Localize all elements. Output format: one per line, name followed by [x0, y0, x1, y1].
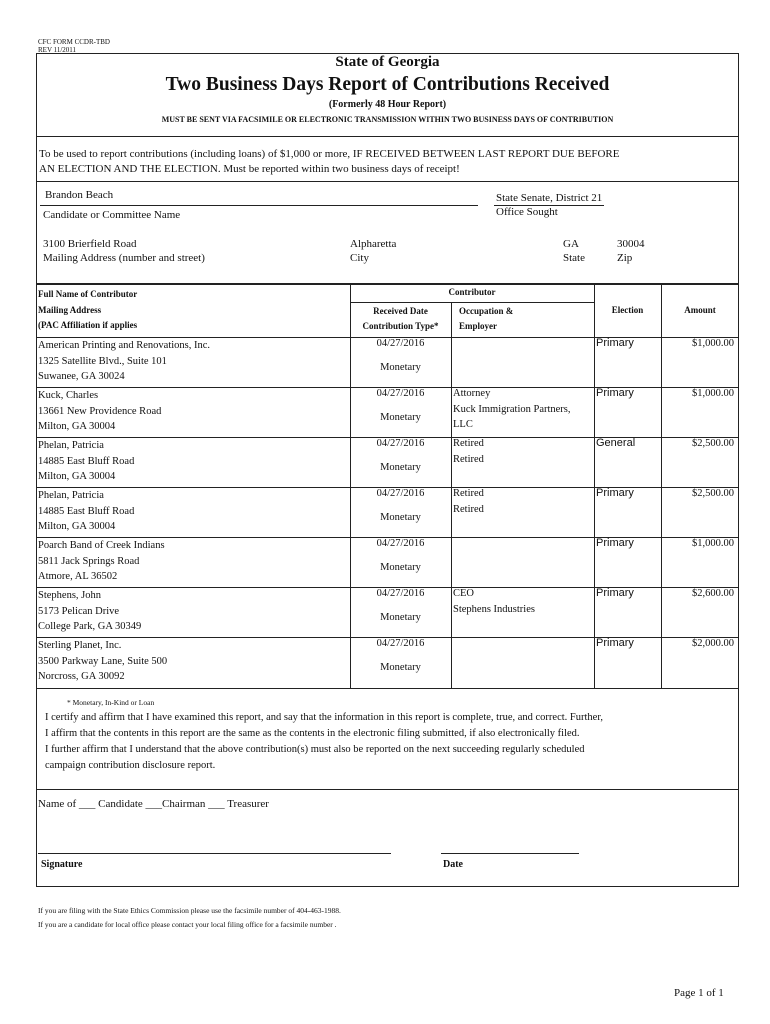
contribution-type: Monetary: [380, 662, 421, 673]
certify-line-1: I certify and affirm that I have examined this report, and say that the information in this report is complete, true, and correct. Further,: [45, 712, 604, 723]
contributor-info: [38, 388, 348, 435]
occupation: Retired: [453, 438, 484, 449]
fax-note-local: If you are a candidate for local office please contact your local filing office for a facsimile number .: [38, 920, 337, 929]
received-date: 04/27/2016: [376, 488, 425, 499]
contributor-city: Atmore, AL 36502: [38, 571, 118, 582]
election: Primary: [596, 587, 634, 599]
occupation: Retired: [453, 488, 484, 499]
signature-label: Signature: [41, 859, 83, 870]
signature-line: [38, 853, 391, 854]
zip-label: Zip: [617, 252, 633, 264]
header-contributor: Contributor: [448, 287, 496, 297]
contributor-city: Milton, GA 30004: [38, 471, 116, 482]
state-title: State of Georgia: [335, 54, 440, 70]
contributor-name: Stephens, John: [38, 590, 101, 601]
footnote: * Monetary, In-Kind or Loan: [67, 698, 155, 707]
election: General: [596, 437, 636, 449]
contributor-city: College Park, GA 30349: [38, 621, 142, 632]
occupation-employer: [453, 486, 593, 517]
contributor-address: 14885 East Bluff Road: [38, 505, 135, 517]
contributor-address: 1325 Satellite Blvd., Suite 101: [38, 355, 167, 367]
contributor-info: [38, 638, 348, 685]
election: Primary: [596, 387, 634, 399]
occupation-employer: [453, 436, 593, 467]
instructions-line-2: AN ELECTION AND THE ELECTION. Must be reported within two business days of receipt!: [39, 163, 460, 175]
received-date: 04/27/2016: [376, 538, 425, 549]
received-date: 04/27/2016: [376, 388, 425, 399]
occupation-employer: [453, 586, 593, 617]
signer-role-line: Name of ___ Candidate ___Chairman ___ Treasurer: [38, 798, 269, 810]
contributor-name: Phelan, Patricia: [38, 490, 104, 501]
date-line: [441, 853, 579, 854]
city-label: City: [350, 252, 369, 264]
contribution-type: Monetary: [380, 562, 421, 573]
header-contribution-type: Contribution Type*: [362, 321, 439, 331]
contributor-city: Milton, GA 30004: [38, 421, 116, 432]
header-election: Election: [611, 305, 644, 315]
certification-text: [45, 710, 735, 774]
state-label: State: [563, 252, 585, 264]
election: Primary: [596, 637, 634, 649]
header-occupation: Occupation &: [459, 306, 514, 316]
contributor-name: Kuck, Charles: [38, 390, 99, 401]
page-number: Page 1 of 1: [674, 987, 724, 999]
contributor-address: 5173 Pelican Drive: [38, 605, 120, 617]
amount: $1,000.00: [692, 388, 734, 399]
contribution-type: Monetary: [380, 612, 421, 623]
certify-line-3: I further affirm that I understand that the above contribution(s) must also be reported on the next succeeding regularly scheduled: [45, 744, 585, 755]
contributor-city: Milton, GA 30004: [38, 521, 116, 532]
form-id: CFC FORM CCDR-TBD: [38, 38, 110, 46]
form-title: Two Business Days Report of Contributions Received: [165, 74, 610, 95]
header-mailing-address: Mailing Address: [38, 305, 102, 315]
contributor-name: Sterling Planet, Inc.: [38, 640, 122, 651]
contributor-info: [38, 588, 348, 635]
contribution-type: Monetary: [380, 462, 421, 473]
contributor-name: Phelan, Patricia: [38, 440, 104, 451]
certify-line-2: I affirm that the contents in this report are the same as the contents in the electronic filing submitted, if also electronically filed.: [45, 728, 580, 739]
header-full-name: Full Name of Contributor: [38, 289, 138, 299]
contributor-address: 14885 East Bluff Road: [38, 455, 135, 467]
certify-line-4: campaign contribution disclosure report.: [45, 760, 216, 771]
amount: $2,500.00: [692, 488, 734, 499]
occupation: Attorney: [453, 388, 491, 399]
contribution-type: Monetary: [380, 412, 421, 423]
contributor-city: Norcross, GA 30092: [38, 671, 125, 682]
employer: Stephens Industries: [453, 603, 535, 615]
election: Primary: [596, 537, 634, 549]
candidate-name-value: Brandon Beach: [45, 189, 114, 201]
contributor-city: Suwanee, GA 30024: [38, 371, 125, 382]
employer: Retired: [453, 453, 484, 465]
contribution-type: Monetary: [380, 512, 421, 523]
occupation: CEO: [453, 588, 474, 599]
header-employer: Employer: [459, 321, 497, 331]
candidate-name-label: Candidate or Committee Name: [43, 209, 181, 221]
form-subtitle: (Formerly 48 Hour Report): [328, 99, 447, 110]
address-label: Mailing Address (number and street): [43, 252, 205, 264]
header-received-date: Received Date: [373, 306, 428, 316]
zip-value: 30004: [617, 238, 645, 250]
candidate-box: [36, 181, 739, 284]
office-label: Office Sought: [496, 206, 558, 218]
received-date: 04/27/2016: [376, 588, 425, 599]
received-date: 04/27/2016: [376, 338, 425, 349]
contributor-info: [38, 488, 348, 535]
transmission-notice: MUST BE SENT VIA FACSIMILE OR ELECTRONIC TRANSMISSION WITHIN TWO BUSINESS DAYS OF CONTRIBUTION: [161, 115, 614, 124]
contributor-address: 3500 Parkway Lane, Suite 500: [38, 655, 168, 667]
office-value: State Senate, District 21: [496, 192, 603, 204]
contributor-name: Poarch Band of Creek Indians: [38, 540, 165, 551]
address-value: 3100 Brierfield Road: [43, 238, 137, 250]
contributor-address: 5811 Jack Springs Road: [38, 555, 140, 567]
election: Primary: [596, 337, 634, 349]
occupation-employer: [453, 386, 593, 433]
employer: Retired: [453, 503, 484, 515]
date-label: Date: [443, 859, 463, 870]
header-pac: (PAC Affiliation if applies: [38, 320, 138, 330]
amount: $1,000.00: [692, 538, 734, 549]
election: Primary: [596, 487, 634, 499]
amount: $1,000.00: [692, 338, 734, 349]
form-revision: REV 11/2011: [38, 46, 77, 54]
employer: Kuck Immigration Partners,: [453, 403, 571, 415]
header-amount: Amount: [684, 305, 716, 315]
city-value: Alpharetta: [350, 238, 397, 250]
employer-cont: LLC: [453, 419, 473, 430]
instructions-line-1: To be used to report contributions (including loans) of $1,000 or more, IF RECEIVED BETWEEN LAST REPORT DUE BEFORE: [39, 148, 620, 160]
amount: $2,500.00: [692, 438, 734, 449]
received-date: 04/27/2016: [376, 638, 425, 649]
amount: $2,600.00: [692, 588, 734, 599]
contributor-address: 13661 New Providence Road: [38, 405, 162, 417]
contributor-info: [38, 438, 348, 485]
state-value: GA: [563, 238, 579, 250]
amount: $2,000.00: [692, 638, 734, 649]
fax-note-state: If you are filing with the State Ethics Commission please use the facsimile number of 404-463-1988.: [38, 906, 341, 915]
contribution-type: Monetary: [380, 362, 421, 373]
received-date: 04/27/2016: [376, 438, 425, 449]
contributor-name: American Printing and Renovations, Inc.: [38, 340, 211, 351]
contributor-info: [38, 338, 348, 385]
contributor-info: [38, 538, 348, 585]
